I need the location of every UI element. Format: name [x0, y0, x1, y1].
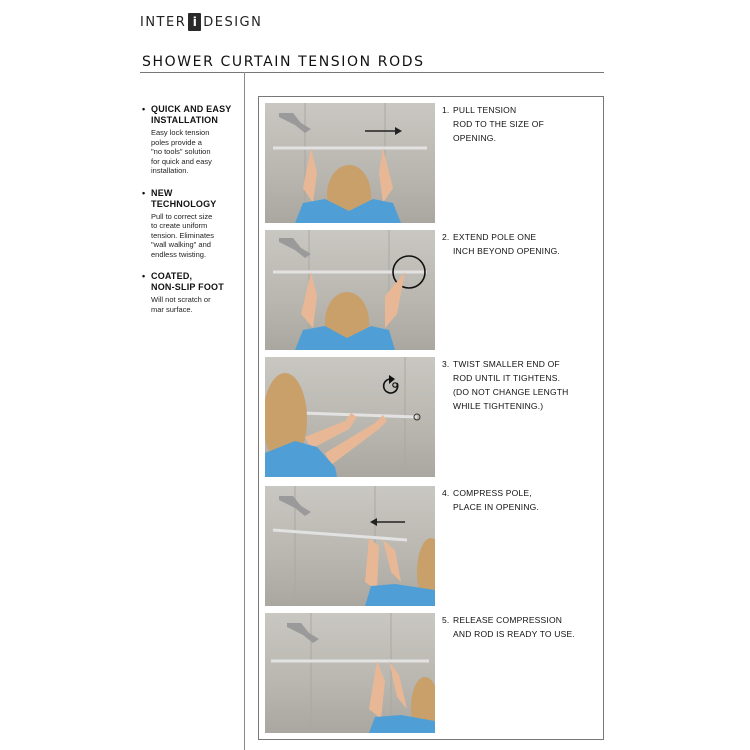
showerhead-icon: [279, 238, 311, 258]
bullet-icon: •: [142, 187, 146, 198]
feature-description: Pull to correct size to create uniform tension. Eliminates "wall walking" and endless twisting.: [151, 211, 214, 259]
page-title: SHOWER CURTAIN TENSION RODS: [142, 54, 425, 70]
step-4-photo: [265, 486, 435, 606]
showerhead-icon: [279, 113, 311, 133]
feature-item: [142, 104, 242, 176]
feature-item: [142, 271, 242, 314]
feature-description: Easy lock tension poles provide a "no tools" solution for quick and easy installation.: [151, 128, 212, 175]
feature-heading: NEW: [151, 187, 173, 198]
title-divider: [140, 72, 604, 73]
tension-rod: [301, 413, 417, 417]
step-3-photo: [265, 357, 435, 477]
feature-list: [142, 104, 242, 326]
feature-description: Will not scratch or mar surface.: [151, 295, 211, 314]
feature-heading: TECHNOLOGY: [151, 198, 217, 209]
feature-heading: NON-SLIP FOOT: [151, 282, 224, 292]
step-2-photo: [265, 230, 435, 350]
tension-rod: [273, 530, 407, 540]
showerhead-icon: [287, 623, 319, 643]
bullet-icon: •: [142, 104, 146, 114]
brand-right: DESIGN: [203, 14, 263, 30]
brand-logo: [140, 12, 262, 32]
feature-heading: COATED,: [151, 271, 193, 281]
brand-mark: i: [188, 13, 201, 31]
step-5: 5. RELEASE COMPRESSION AND ROD IS READY TO USE.: [442, 615, 575, 639]
instructions-panel: [258, 96, 604, 740]
feature-heading: INSTALLATION: [151, 115, 219, 125]
step-2: 2. EXTEND POLE ONE INCH BEYOND OPENING.: [442, 232, 560, 256]
step-1-photo: [265, 103, 435, 223]
feature-item: [142, 188, 242, 260]
brand-left: INTER: [140, 14, 187, 30]
step-3: 3. TWIST SMALLER END OF ROD UNTIL IT TIGHTENS. (DO NOT CHANGE LENGTH WHILE TIGHTENING.): [442, 359, 569, 411]
bullet-icon: •: [142, 271, 146, 281]
feature-heading: QUICK AND EASY: [151, 104, 232, 114]
column-divider: [244, 72, 245, 750]
step-5-photo: [265, 613, 435, 733]
step-1: 1. PULL TENSION ROD TO THE SIZE OF OPENING.: [442, 105, 544, 143]
step-4: 4. COMPRESS POLE, PLACE IN OPENING.: [442, 488, 540, 512]
